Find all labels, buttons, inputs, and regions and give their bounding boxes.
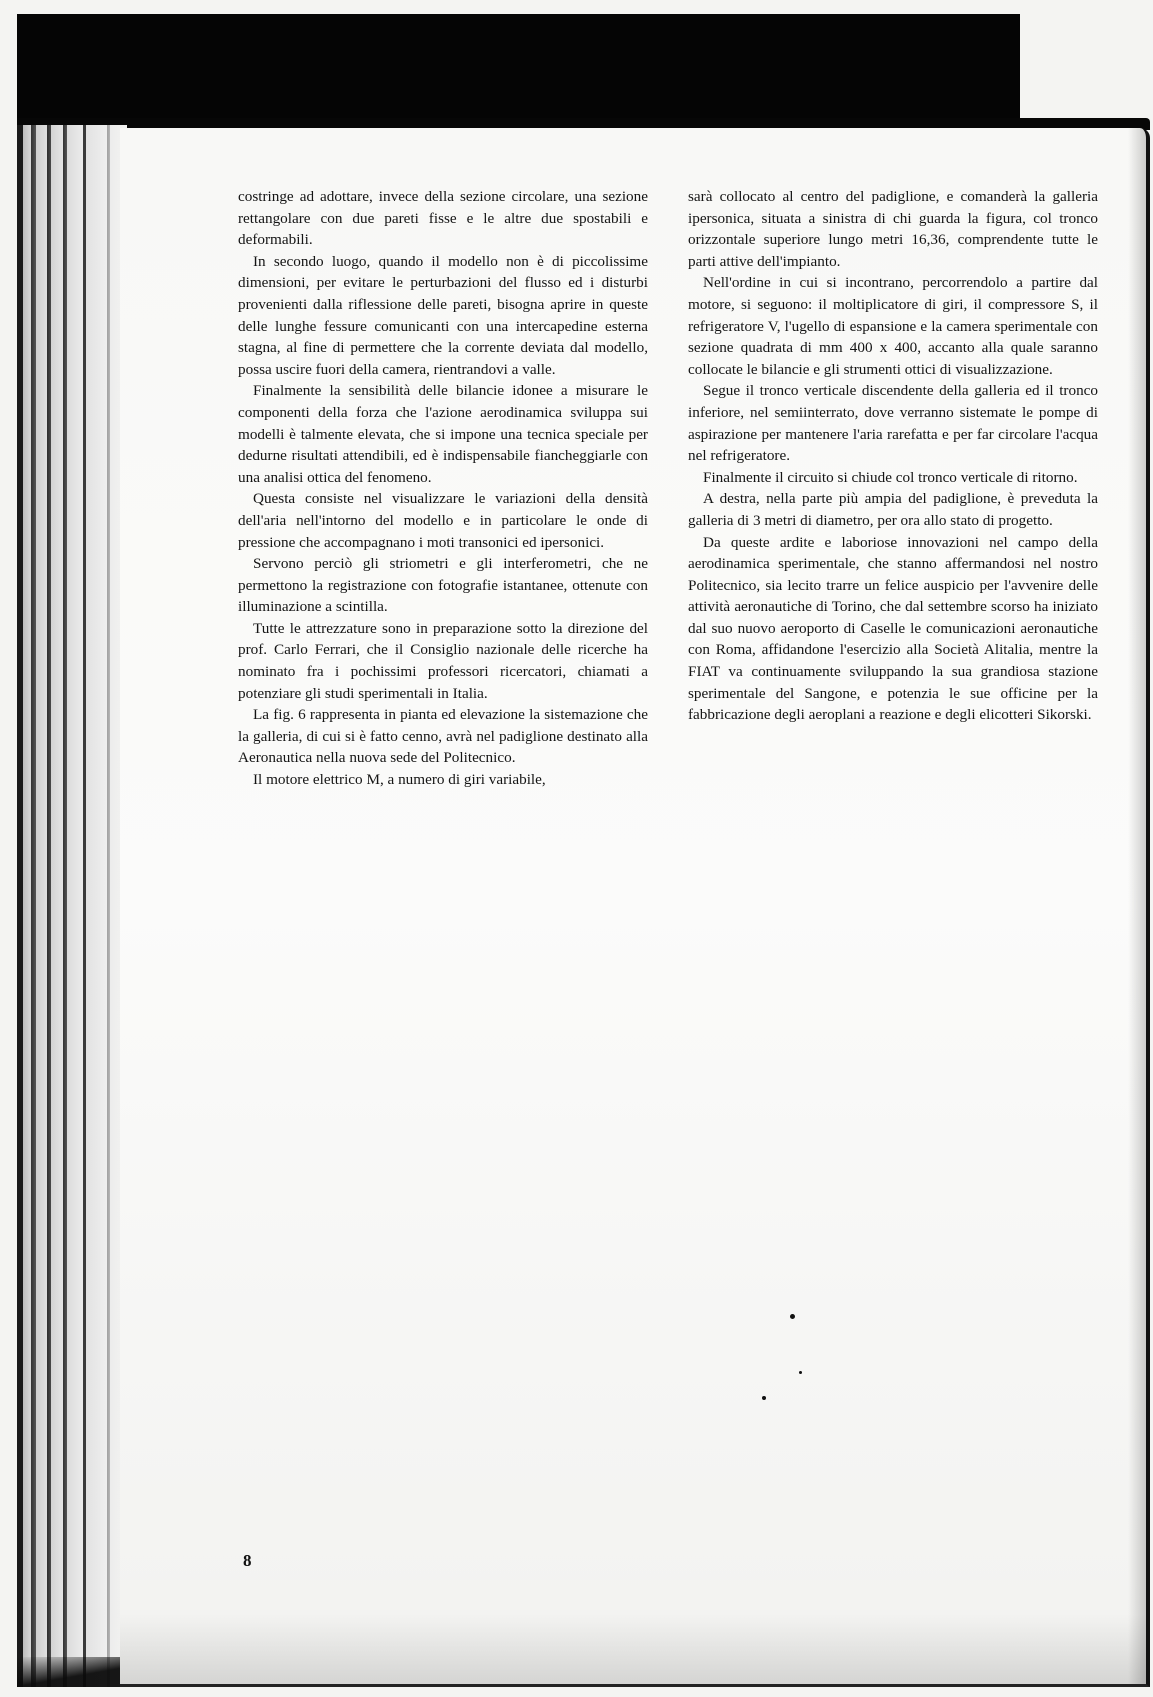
paragraph: Nell'ordine in cui si incontrano, percorrendolo a partire dal motore, si seguono: il moltiplicatore di giri, il compressore S, il refrigeratore V, l'ugello di espansione e la camera sperimentale con sezione quadrata di mm 400 x 400, accanto alla quale saranno collocate le bilancie e gli strumenti ottici di visualizzazione. <box>688 274 1098 378</box>
paragraph: costringe ad adottare, invece della sezione circolare, una sezione rettangolare con due pareti fisse e le altre due spostabili e deformabili. <box>238 188 648 249</box>
page-number: 8 <box>243 1551 252 1570</box>
scan-speck <box>799 1371 802 1374</box>
paragraph: In secondo luogo, quando il modello non è di piccolissime dimensioni, per evitare le perturbazioni del flusso ed i disturbi provenienti dalla riflessione delle pareti, bisogna aprire in queste delle lunghe fessure comunicanti con una intercapedine esterna stagna, al fine di permettere che la corrente deviata dal modello, possa uscire fuori della camera, rientrandovi a valle. <box>238 252 648 378</box>
text-column-left <box>238 186 648 791</box>
scan-speck <box>790 1314 795 1319</box>
paragraph: Finalmente la sensibilità delle bilancie idonee a misurare le componenti della forza che l'azione aerodinamica sviluppa sui modelli è talmente elevata, che si impone una tecnica speciale per dedurne risultati attendibili, ed è indispensabile fiancheggiarle con una analisi ottica del fenomeno. <box>238 382 648 486</box>
paragraph: Servono perciò gli striometri e gli interferometri, che ne permettono la registrazione con fotografie istantanee, ottenute con illuminazione a scintilla. <box>238 555 648 616</box>
book-page-edges <box>17 125 127 1687</box>
paragraph: La fig. 6 rappresenta in pianta ed elevazione la sistemazione che la galleria, di cui si è fatto cenno, avrà nel padiglione destinato alla Aeronautica nella nuova sede del Politecnico. <box>238 706 648 767</box>
paragraph: sarà collocato al centro del padiglione, e comanderà la galleria ipersonica, situata a sinistra di chi guarda la figura, col tronco orizzontale superiore lungo metri 16,36, comprendente tutte le parti attive dell'impianto. <box>688 188 1098 270</box>
page-shadow-right <box>1128 128 1146 1684</box>
paragraph: Segue il tronco verticale discendente della galleria ed il tronco inferiore, nel semiinterrato, dove verranno sistemate le pompe di aspirazione per mantenere l'aria rarefatta e per far circolare l'acqua nel refrigeratore. <box>688 382 1098 465</box>
paragraph: Tutte le attrezzature sono in preparazione sotto la direzione del prof. Carlo Ferrari, che il Consiglio nazionale delle ricerche ha nominato fra i pochissimi professori ricercatori, chiamati a potenziare gli studi sperimentali in Italia. <box>238 619 648 702</box>
page-shadow-bottom <box>120 1614 1146 1684</box>
text-column-right <box>688 186 1098 726</box>
paragraph: Da queste ardite e laboriose innovazioni nel campo della aerodinamica sperimentale, che stanno affermandosi nel nostro Politecnico, sia lecito trarre un felice auspicio per l'avvenire delle attività aeronautiche di Torino, che dal settembre scorso ha iniziato dal suo nuovo aeroporto di Caselle le comunicazioni aeronautiche con Roma, affidandone l'esercizio alla Società Alitalia, mentre la FIAT va continuamente sviluppando la sua grandiosa stazione sperimentale del Sangone, e potenzia le sue officine per la fabbricazione degli aeroplani a reazione e degli elicotteri Sikorski. <box>688 533 1098 724</box>
scan-speck <box>762 1396 766 1400</box>
paragraph: A destra, nella parte più ampia del padiglione, è preveduta la galleria di 3 metri di diametro, per ora allo stato di progetto. <box>688 490 1098 529</box>
scan-black-border-top <box>17 14 1020 126</box>
paragraph: Finalmente il circuito si chiude col tronco verticale di ritorno. <box>703 468 1078 486</box>
paragraph: Questa consiste nel visualizzare le variazioni della densità dell'aria nell'intorno del modello e in particolare le onde di pressione che accompagnano i moti transonici ed ipersonici. <box>238 490 648 551</box>
paragraph: Il motore elettrico M, a numero di giri variabile, <box>253 771 546 789</box>
